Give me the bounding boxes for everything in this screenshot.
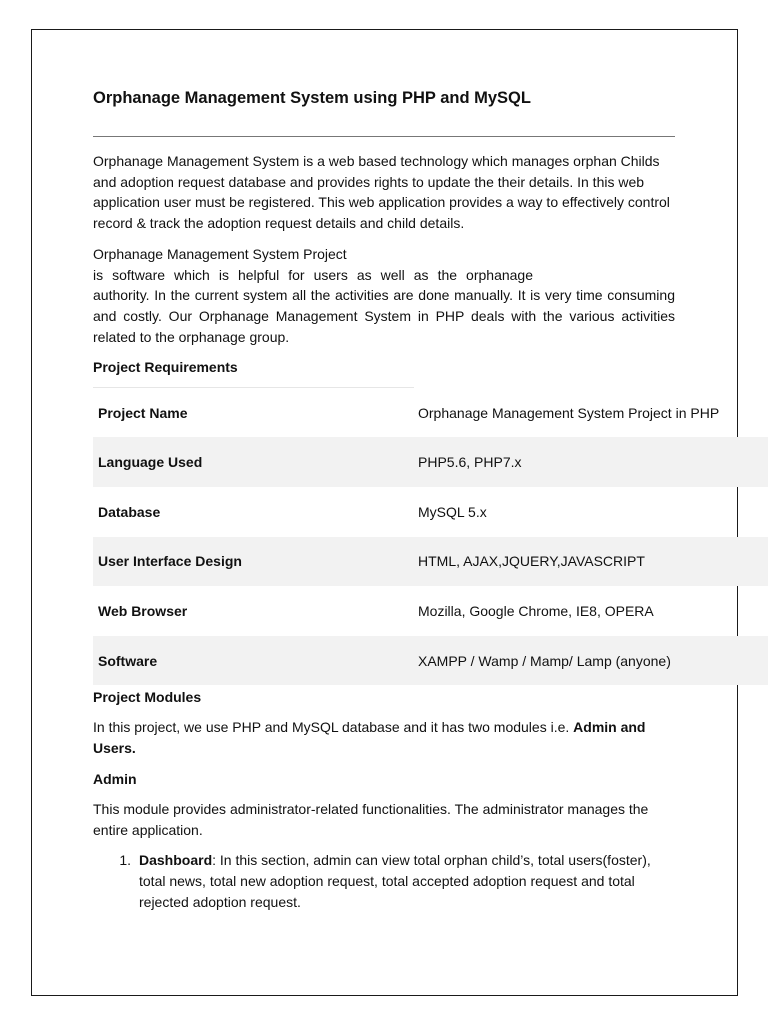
project-paragraph-line1: Orphanage Management System Project: [93, 245, 347, 262]
modules-text-bold: Admin and Users.: [93, 719, 646, 757]
document-page: [31, 29, 738, 996]
list-item-number: 1.: [119, 852, 131, 869]
modules-heading: Project Modules: [93, 689, 202, 706]
modules-paragraph: [93, 717, 675, 758]
requirement-value: HTML, AJAX,JQUERY,JAVASCRIPT: [414, 537, 768, 587]
requirements-heading: Project Requirements: [93, 359, 238, 376]
requirement-label: User Interface Design: [93, 537, 414, 587]
table-row: [93, 437, 768, 487]
list-item-term: Dashboard: [139, 852, 213, 869]
requirement-value: Mozilla, Google Chrome, IE8, OPERA: [418, 603, 654, 619]
modules-text: In this project, we use PHP and MySQL database and it has two modules i.e.: [93, 719, 574, 736]
requirement-label: Web Browser: [98, 603, 188, 619]
admin-feature-list: [93, 850, 675, 912]
table-row: [93, 388, 768, 438]
document-content: [93, 88, 720, 912]
admin-paragraph: This module provides administrator-related functionalities. The administrator manages the entire application.: [93, 800, 649, 838]
table-row: [93, 537, 768, 587]
intro-paragraph: Orphanage Management System is a web based technology which manages orphan Childs and adoption request database and provides rights to update the their details. In this web application user must be registered. This web application provides a way to effectively control record & track the adoption request details and child details.: [93, 153, 670, 232]
requirements-table: [93, 387, 768, 685]
table-row: [93, 487, 768, 537]
requirement-label: Project Name: [93, 388, 414, 438]
project-paragraph: [93, 244, 675, 348]
requirement-label: Language Used: [93, 437, 414, 487]
requirement-value: XAMPP / Wamp / Mamp/ Lamp (anyone): [414, 636, 768, 686]
document-title: Orphanage Management System using PHP and MySQL: [93, 89, 531, 107]
project-paragraph-line2: is software which is helpful for users as well as the orphanage: [93, 266, 533, 283]
requirement-value: PHP5.6, PHP7.x: [414, 437, 768, 487]
requirement-value: Orphanage Management System Project in PHP: [418, 404, 720, 421]
table-row: [93, 636, 768, 686]
admin-heading: Admin: [93, 770, 137, 787]
list-item: [93, 850, 675, 912]
list-item-text: [139, 850, 665, 912]
table-row: [93, 586, 768, 636]
project-paragraph-rest: authority. In the current system all the activities are done manually. It is very time consuming and costly. Our Orphanage Management System in PHP deals with the various activities related to the orphanage group.: [93, 287, 675, 345]
requirement-value: MySQL 5.x: [418, 503, 487, 520]
list-item-description: : In this section, admin can view total orphan child’s, total users(foster), total news, total new adoption request, total accepted adoption request and total rejected adoption request.: [139, 852, 651, 910]
title-divider: [93, 136, 675, 137]
requirement-label: Software: [93, 636, 414, 686]
requirement-label: Database: [98, 503, 161, 520]
